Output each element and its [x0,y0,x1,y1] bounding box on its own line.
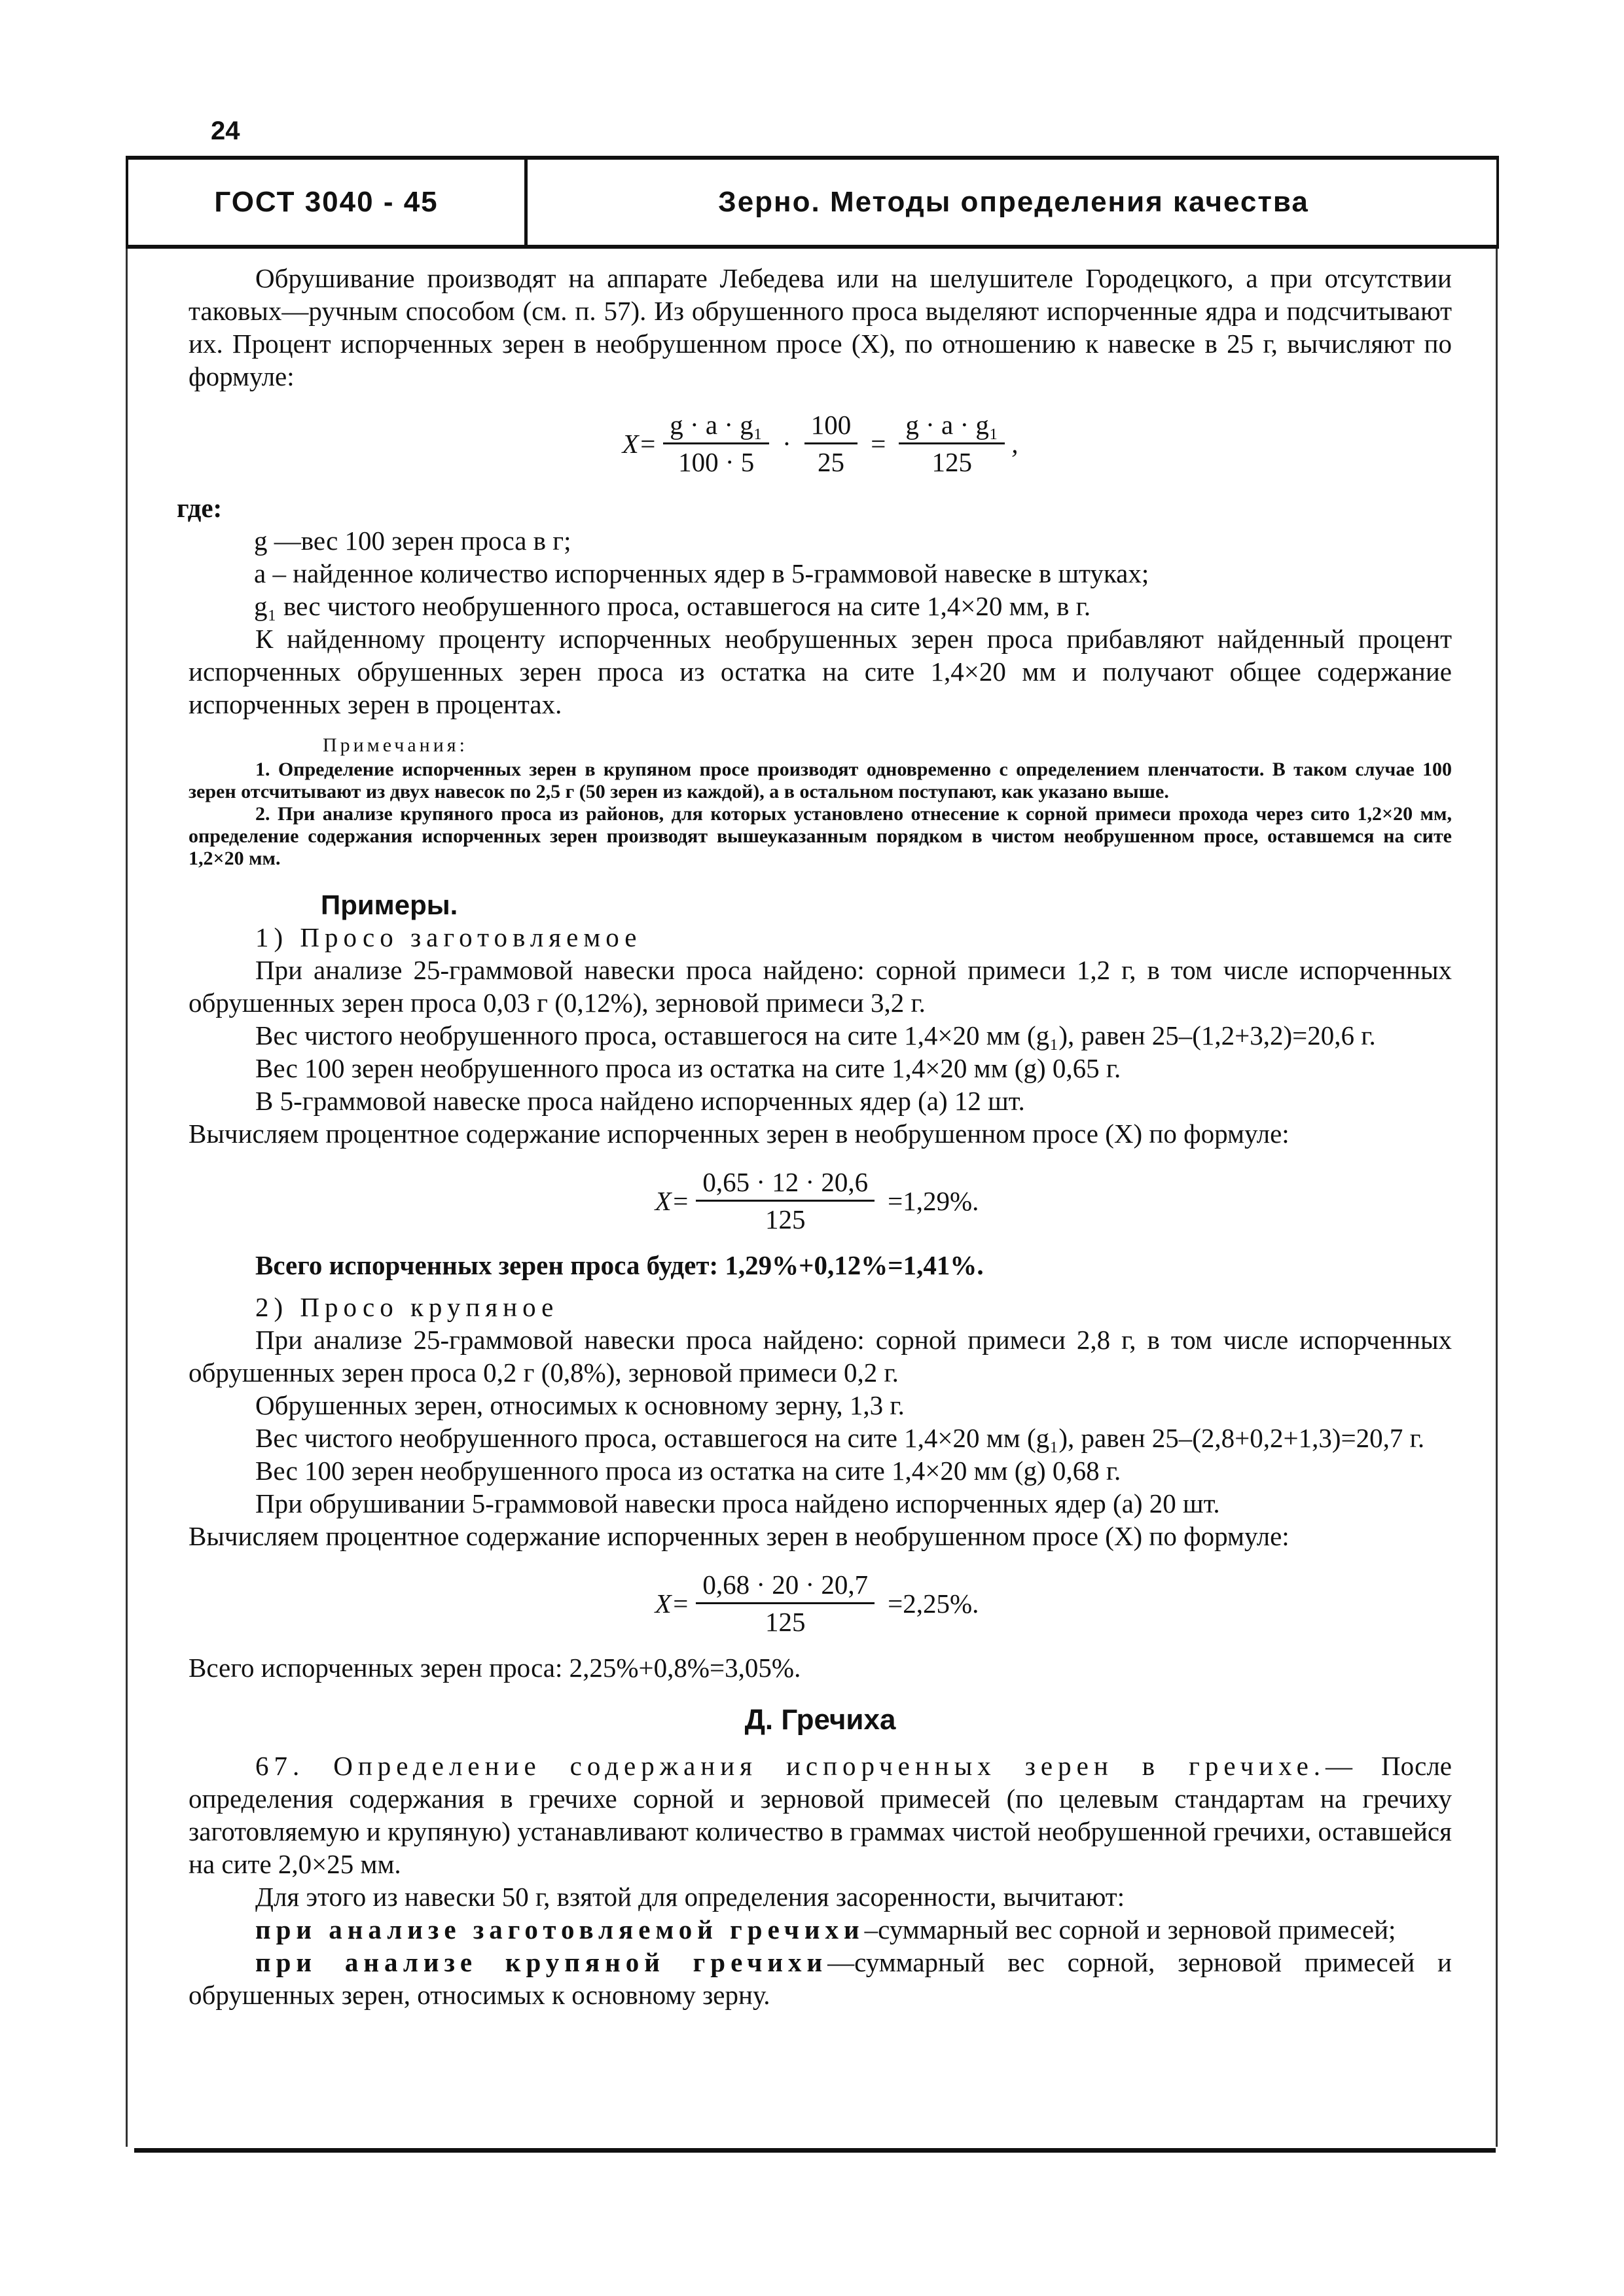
document-title: Зерно. Методы определения качества [718,186,1309,218]
paragraph: Вес 100 зерен необрушенного проса из остатка на сите 1,4×20 мм (g) 0,68 г. [255,1456,1121,1486]
examples-heading: Примеры. [321,889,458,920]
standard-number: ГОСТ 3040 - 45 [128,160,528,245]
definition: a – найденное количество испорченных ядер в 5-граммовой навеске в штуках; [254,558,1149,588]
where-label: где: [177,493,223,523]
numerator: 100 [804,408,858,444]
denominator: 125 [765,1204,806,1234]
paragraph-body: После определения содержания в гречихе сорной и зерновой примесей (по целевым стандартам на гречиху заготовляемую и крупяную) устанавливают количество в граммах чистой необрушенной гречихи, оставшейся на сите 2,0×25 мм. [189,1751,1453,1879]
total-line: Всего испорченных зерен проса будет: 1,29%+0,12%=1,41%. [255,1250,984,1280]
definition: g₁ вес чистого необрушенного проса, оставшегося на сите 1,4×20 мм, в г. [254,591,1091,621]
paragraph: Вес чистого необрушенного проса, оставшегося на сите 1,4×20 мм (g₁), равен 25–(1,2+3,2)=20,6 г. [255,1020,1376,1050]
paragraph: Вес чистого необрушенного проса, оставшегося на сите 1,4×20 мм (g₁), равен 25–(2,8+0,2+1,3)=20,7 г. [255,1423,1425,1453]
note: 1. Определение испорченных зерен в крупяном просе производят одновременно с определением пленчатости. В таком случае 100 зерен отсчитывают из двух навесок по 2,5 г (50 зерен из каждой), а в остальном поступают, как указано выше. [189,759,1452,802]
notes-heading: Примечания: [323,734,468,756]
bottom-rule [134,2148,1496,2153]
page-content [177,262,1453,2011]
section-heading: Д. Гречиха [744,1704,896,1736]
list-item [189,1913,1452,1946]
item-heading: при анализе заготовляемой гречихи [255,1914,865,1945]
paragraph: Вычисляем процентное содержание испорченных зерен в необрушенном просе (X) по формуле: [189,1119,1290,1149]
operator: = [871,428,886,459]
paragraph-67 [189,1749,1452,1880]
paragraph: К найденному проценту испорченных необрушенных зерен проса прибавляют найденный процент испорченных обрушенных зерен проса из остатка на сите 1,4×20 мм и получают общее содержание испорченных зерен в процентах. [189,624,1452,719]
fraction [663,408,769,478]
paragraph: Вес 100 зерен необрушенного проса из остатка на сите 1,4×20 мм (g) 0,65 г. [255,1053,1121,1083]
formula-result: =2,25%. [888,1588,979,1619]
paragraph: Обрушивание производят на аппарате Лебедева или на шелушителе Городецкого, а при отсутствии таковых—ручным способом (см. п. 57). Из обрушенного проса выделяют испорченные ядра и подсчитывают их. Процент испорченных зерен в необрушенном просе (X), по отношению к навеске в 25 г, вычисляют по формуле: [189,263,1452,391]
paragraph-heading: 67. Определение содержания испорченных зерен в гречихе.— [255,1751,1358,1781]
formula-2 [189,1166,1452,1236]
formula-3 [189,1568,1452,1638]
denominator: 125 [931,447,973,477]
formula-lhs: X= [655,1185,690,1216]
item-heading: при анализе крупяной гречихи [255,1947,828,1977]
definition: g —вес 100 зерен проса в г; [254,526,571,556]
numerator: 0,68 · 20 · 20,7 [696,1568,875,1604]
fraction [899,408,1005,478]
numerator: 0,65 · 12 · 20,6 [696,1166,875,1202]
formula-lhs: X= [655,1588,690,1619]
paragraph: При анализе 25-граммовой навески проса найдено: сорной примеси 1,2 г, в том числе испорченных обрушенных зерен проса 0,03 г (0,12%), зерновой примеси 3,2 г. [189,955,1452,1018]
paragraph: При обрушивании 5-граммовой навески проса найдено испорченных ядер (a) 20 шт. [255,1488,1220,1518]
example-title: 1) Просо заготовляемое [255,922,642,952]
formula-1 [189,408,1452,478]
denominator: 100 · 5 [678,447,755,477]
item-body: —суммарный вес сорной, зерновой примесей и обрушенных зерен, относимых к основному зерну. [189,1947,1453,2010]
formula-lhs: X= [622,428,657,459]
paragraph: При анализе 25-граммовой навески проса найдено: сорной примеси 2,8 г, в том числе испорченных обрушенных зерен проса 0,2 г (0,8%), зерновой примеси 0,2 г. [189,1325,1452,1388]
formula-result: =1,29%. [888,1185,979,1216]
note: 2. При анализе крупяного проса из районов, для которых установлено отнесение к сорной примеси прохода через сито 1,2×20 мм, определение содержания испорченных зерен производят вышеуказанным порядком в чистом необрушенном просе, оставшемся на сите 1,2×20 мм. [189,803,1452,869]
paragraph: Для этого из навески 50 г, взятой для определения засоренности, вычитают: [255,1882,1125,1912]
fraction [696,1568,875,1638]
example-title: 2) Просо крупяное [255,1292,559,1322]
numerator: g · a · g₁ [899,408,1005,444]
numerator: g · a · g₁ [663,408,769,444]
paragraph: Обрушенных зерен, относимых к основному зерну, 1,3 г. [255,1390,905,1420]
page-number: 24 [211,117,240,145]
fraction [696,1166,875,1236]
item-body: –суммарный вес сорной и зерновой примесей; [864,1914,1396,1945]
denominator: 125 [765,1607,806,1637]
denominator: 25 [818,447,844,477]
operator: · [782,428,791,459]
paragraph: В 5-граммовой навеске проса найдено испорченных ядер (a) 12 шт. [255,1086,1025,1116]
paragraph: Вычисляем процентное содержание испорченных зерен в необрушенном просе (X) по формуле: [189,1521,1290,1551]
formula-end: , [1011,428,1019,459]
list-item [189,1946,1452,2011]
fraction [804,408,858,478]
page-header [126,156,1499,249]
total-line: Всего испорченных зерен проса: 2,25%+0,8%=3,05%. [189,1653,801,1683]
